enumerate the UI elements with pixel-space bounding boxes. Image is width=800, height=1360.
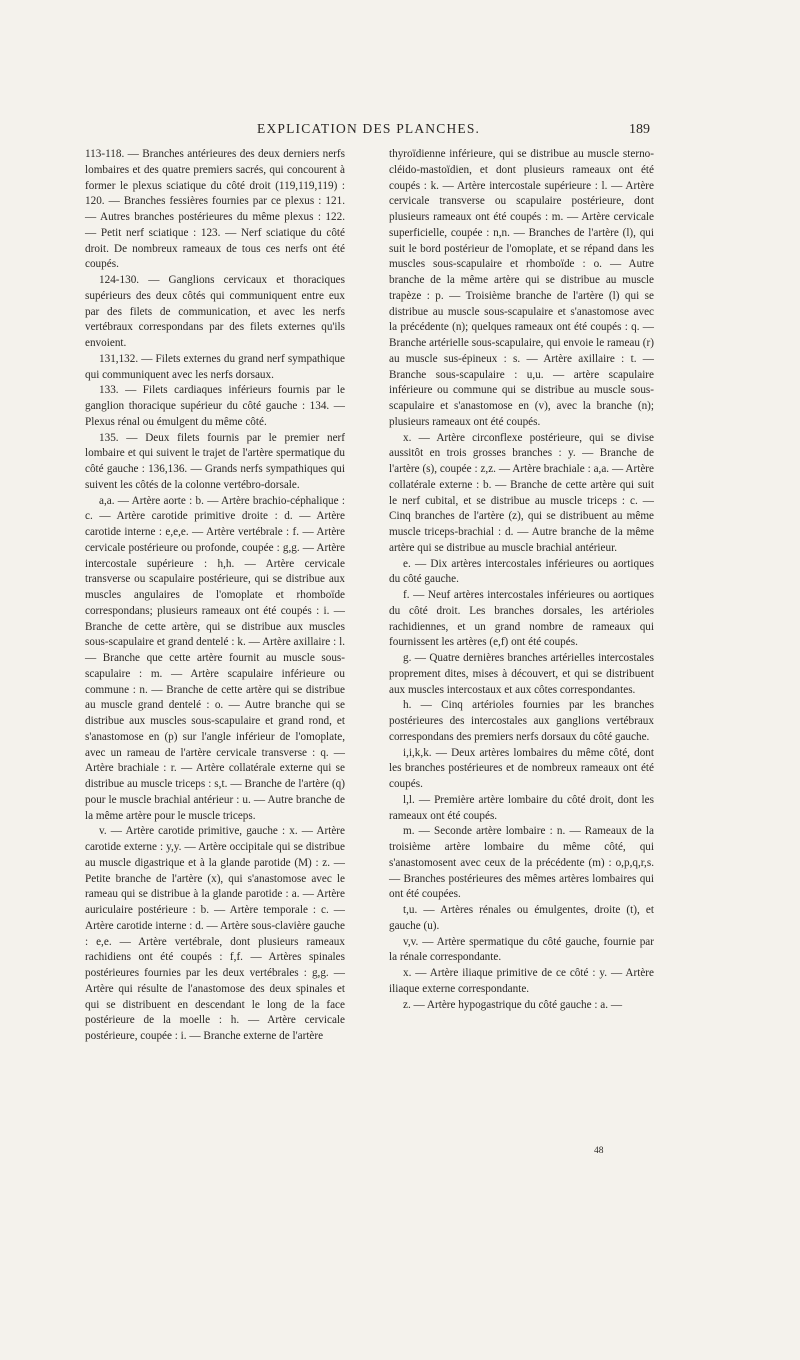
paragraph: x. — Artère circonflexe postérieure, qui se divise aussitôt en trois grosses branches : y. — Branche de l'artère (s), coupée : z,z. — Artère brachiale : a,a. — Artère collatérale externe : b. — Branche de cette artère qui suit le nerf cubital, et se distribue au muscle triceps : c. — Cinq branches de l'artère (z), qui se distribuent au même muscle triceps-brachial : d. — Autre branche de la même artère qui se distribue au muscle brachial antérieur. bbox=[389, 431, 654, 554]
paragraph: i,i,k,k. — Deux artères lombaires du même côté, dont les branches postérieures et de nombreux rameaux ont été coupés. bbox=[389, 746, 654, 790]
paragraph: v. — Artère carotide primitive, gauche : x. — Artère carotide externe : y,y. — Artère occipitale qui se distribue au muscle digastrique et à la glande parotide (M) : z. — Petite branche de l'artère (x), qui s'anastomose avec le rameau qui se distribue à la glande parotide : a. — Artère auriculaire postérieure : b. — Artère temporale : c. — Artère carotide interne : d. — Artère sous-clavière gauche : e,e. — Artère vertébrale, dont plusieurs rameaux rachidiens ont été coupés : f,f. — Artères spinales postérieures fournies par les deux vertébrales : g,g. — Artère qui résulte de l'anastomose des deux spinales et qui se distribuent en descendant le long de la face postérieure de la moelle : h. — Artère cervicale postérieure, coupée : i. — Branche externe de l'artère bbox=[85, 825, 345, 1042]
paragraph: h. — Cinq artérioles fournies par les branches postérieures des intercostales aux ganglions vertébraux correspondans des premiers nerfs dorsaux du côté gauche. bbox=[389, 699, 654, 743]
paragraph: m. — Seconde artère lombaire : n. — Rameaux de la troisième artère lombaire du même côté, qui s'anastomosent avec ceux de la précédente (m) : o,p,q,r,s. — Branches postérieures des mêmes artères lombaires qui ont été coupées. bbox=[389, 825, 654, 901]
paragraph: thyroïdienne inférieure, qui se distribue au muscle sterno-cléido-mastoïdien, et dont plusieurs rameaux ont été coupés : k. — Artère intercostale supérieure : l. — Artère cervicale transverse ou scapulaire postérieure, dont plusieurs rameaux ont été coupés : m. — Artère cervicale superficielle, coupée : n,n. — Branches de l'artère (l), qui suit le bord postérieur de l'omoplate, et se répand dans les muscles sous-scapulaire et rhomboïde : o. — Autre branche de la même artère qui se distribue au muscle trapèze : p. — Troisième branche de l'artère (l) qui se distribue au muscle sous-scapulaire et s'anastomose avec la précédente (n); quelques rameaux ont été coupés : q. — Branche artérielle sous-scapulaire, qui envoie le rameau (r) au muscle sus-épineux : s. — Artère axillaire : t. — Branche sous-scapulaire : u,u. — artère scapulaire inférieure ou commune qui se distribue au muscle sous-scapulaire et s'anastomose en (v), avec la branche (n); plusieurs rameaux ont été coupés. bbox=[389, 148, 654, 428]
paragraph: x. — Artère iliaque primitive de ce côté : y. — Artère iliaque externe correspondante. bbox=[389, 967, 654, 995]
page-number: 189 bbox=[629, 122, 650, 137]
paragraph: l,l. — Première artère lombaire du côté droit, dont les rameaux ont été coupés. bbox=[389, 793, 654, 822]
paragraph: t,u. — Artères rénales ou émulgentes, droite (t), et gauche (u). bbox=[389, 904, 654, 932]
running-title: EXPLICATION DES PLANCHES. bbox=[257, 121, 481, 136]
paragraph: f. — Neuf artères intercostales inférieures ou aortiques du côté droit. Les branches dorsales, les artérioles rachidiennes, et un grand nombre de rameaux qui fournissent les artères (e,f) ont été coupés. bbox=[389, 589, 654, 649]
right-column bbox=[389, 147, 654, 1013]
paragraph: a,a. — Artère aorte : b. — Artère brachio-céphalique : c. — Artère carotide primitive droite : d. — Artère carotide interne : e,e,e. — Artère vertébrale : f. — Artère cervicale postérieure ou profonde, coupée : g,g. — Artère intercostale supérieure : h,h. — Artère cervicale transverse ou scapulaire postérieure, qui se distribue aux muscles angulaires de l'omoplate et rhomboïde correspondans; plusieurs rameaux ont été coupés : i. — Branche de cette artère, qui se distribue aux muscles sous-scapulaire et grand dentelé : k. — Artère axillaire : l. — Branche que cette artère fournit au muscle sous-scapulaire : m. — Artère scapulaire inférieure ou commune : n. — Branche de cette artère qui se distribue au muscle grand dentelé : o. — Autre branche qui se distribue aux muscles sous-scapulaire et grand rond, et s'anastomose en (p) sur l'angle inférieur de l'omoplate, avec un rameau de l'artère cervicale transverse : q. — Artère brachiale : r. — Artère collatérale externe qui se distribue au muscle triceps : s,t. — Branche de l'artère (q) pour le muscle brachial antérieur : u. — Autre branche de la même artère pour le muscle triceps. bbox=[85, 494, 345, 822]
paragraph: v,v. — Artère spermatique du côté gauche, fournie par la rénale correspondante. bbox=[389, 935, 654, 964]
paragraph: 113-118. — Branches antérieures des deux derniers nerfs lombaires et des quatre premiers sacrés, qui concourent à former le plexus sciatique du côté droit (119,119,119) : 120. — Branches fessières fournies par ce plexus : 121. — Autres branches postérieures du même plexus : 122. — Petit nerf sciatique : 123. — Nerf sciatique du côté droit. De nombreux rameaux de tous ces nerfs ont été coupés. bbox=[85, 148, 345, 271]
paragraph: 135. — Deux filets fournis par le premier nerf lombaire et qui suivent le trajet de l'artère spermatique du côté gauche : 136,136. — Grands nerfs sympathiques qui suivent les côtés de la colonne vertébro-dorsale. bbox=[85, 431, 345, 491]
paragraph: z. — Artère hypogastrique du côté gauche : a. — bbox=[403, 998, 623, 1011]
paragraph: g. — Quatre dernières branches artérielles intercostales proprement dites, mises à découvert, et qui se distribuent aux muscles intercostaux et aux côtes correspondantes. bbox=[389, 652, 654, 696]
paragraph: 131,132. — Filets externes du grand nerf sympathique qui communiquent avec les nerfs dorsaux. bbox=[85, 352, 345, 381]
paragraph: e. — Dix artères intercostales inférieures ou aortiques du côté gauche. bbox=[389, 557, 654, 586]
left-column bbox=[85, 147, 345, 1045]
paragraph: 124-130. — Ganglions cervicaux et thoraciques supérieurs des deux côtés qui communiquent entre eux par des filets de communication, et avec les nerfs vertébraux correspondans par des filets externes qu'ils envoient. bbox=[85, 274, 345, 349]
signature-mark: 48 bbox=[594, 1146, 604, 1156]
paragraph: 133. — Filets cardiaques inférieurs fournis par le ganglion thoracique supérieur du côté gauche : 134. —Plexus rénal ou émulgent du même côté. bbox=[85, 384, 345, 428]
